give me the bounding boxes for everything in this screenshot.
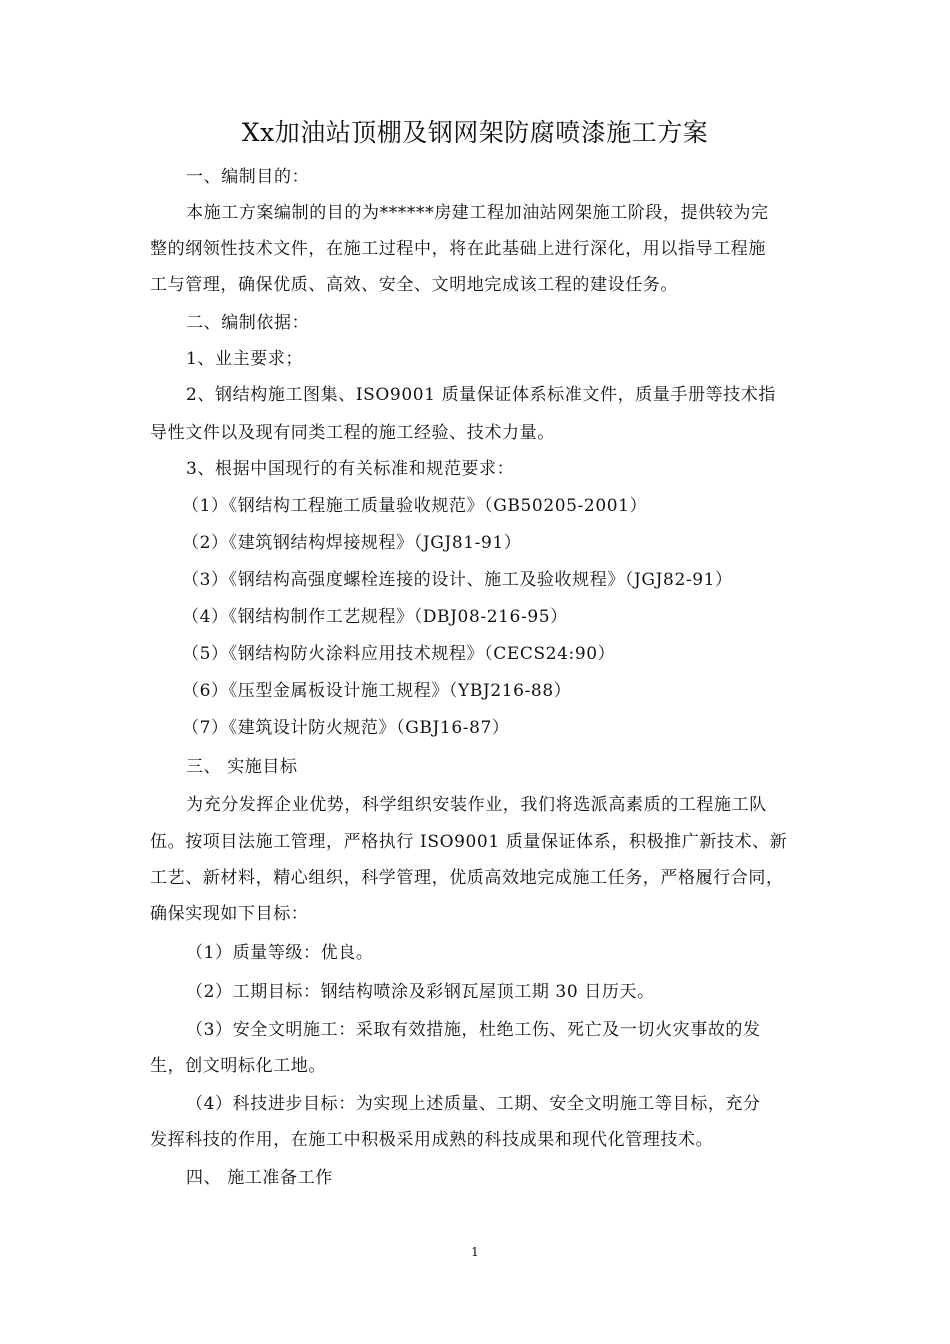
section-heading-4: 四、 施工准备工作 [186, 1168, 333, 1188]
standard-item: （5）《钢结构防火涂料应用技术规程》（CECS24:90） [182, 644, 616, 664]
paragraph-line: 生，创文明标化工地。 [150, 1056, 326, 1076]
paragraph-line: 导性文件以及现有同类工程的施工经验、技术力量。 [150, 423, 555, 443]
target-item: （4）科技进步目标：为实现上述质量、工期、安全文明施工等目标，充分 [186, 1094, 761, 1114]
target-item: （2）工期目标：钢结构喷涂及彩钢瓦屋顶工期 30 日历天。 [186, 982, 655, 1002]
list-item: 3、根据中国现行的有关标准和规范要求： [186, 459, 515, 479]
document-title: Xx加油站顶棚及钢网架防腐喷漆施工方案 [241, 118, 709, 147]
standard-item: （4）《钢结构制作工艺规程》（DBJ08-216-95） [182, 607, 568, 627]
standard-item: （2）《建筑钢结构焊接规程》（JGJ81-91） [182, 533, 522, 553]
section-heading-2: 二、编制依据： [186, 313, 310, 333]
standard-item: （6）《压型金属板设计施工规程》（YBJ216-88） [182, 681, 572, 701]
target-item: （3）安全文明施工：采取有效措施，杜绝工伤、死亡及一切火灾事故的发 [186, 1020, 761, 1040]
paragraph-line: 工艺、新材料，精心组织，科学管理，优质高效地完成施工任务，严格履行合同， [150, 868, 784, 888]
paragraph-line: 工与管理，确保优质、高效、安全、文明地完成该工程的建设任务。 [150, 275, 678, 295]
list-item: 1、业主要求； [186, 349, 304, 369]
paragraph-line: 发挥科技的作用，在施工中积极采用成熟的科技成果和现代化管理技术。 [150, 1130, 714, 1150]
paragraph-line: 伍。按项目法施工管理，严格执行 ISO9001 质量保证体系，积极推广新技术、新 [150, 832, 788, 852]
standard-item: （1）《钢结构工程施工质量验收规范》（GB50205-2001） [182, 496, 648, 516]
list-item: 2、钢结构施工图集、ISO9001 质量保证体系标准文件，质量手册等技术指 [186, 385, 776, 405]
standard-item: （3）《钢结构高强度螺栓连接的设计、施工及验收规程》（JGJ82-91） [182, 570, 733, 590]
standard-item: （7）《建筑设计防火规范》（GBJ16-87） [182, 718, 510, 738]
paragraph-line: 整的纲领性技术文件，在施工过程中，将在此基础上进行深化，用以指导工程施 [150, 239, 766, 259]
section-heading-3: 三、 实施目标 [186, 757, 298, 777]
paragraph-line: 确保实现如下目标： [150, 904, 309, 924]
target-item: （1）质量等级：优良。 [186, 943, 374, 963]
page-number: 1 [471, 1245, 479, 1259]
paragraph-line: 本施工方案编制的目的为******房建工程加油站网架施工阶段，提供较为完 [186, 203, 769, 223]
section-heading-1: 一、编制目的： [186, 167, 310, 187]
paragraph-line: 为充分发挥企业优势，科学组织安装作业，我们将选派高素质的工程施工队 [186, 795, 767, 815]
